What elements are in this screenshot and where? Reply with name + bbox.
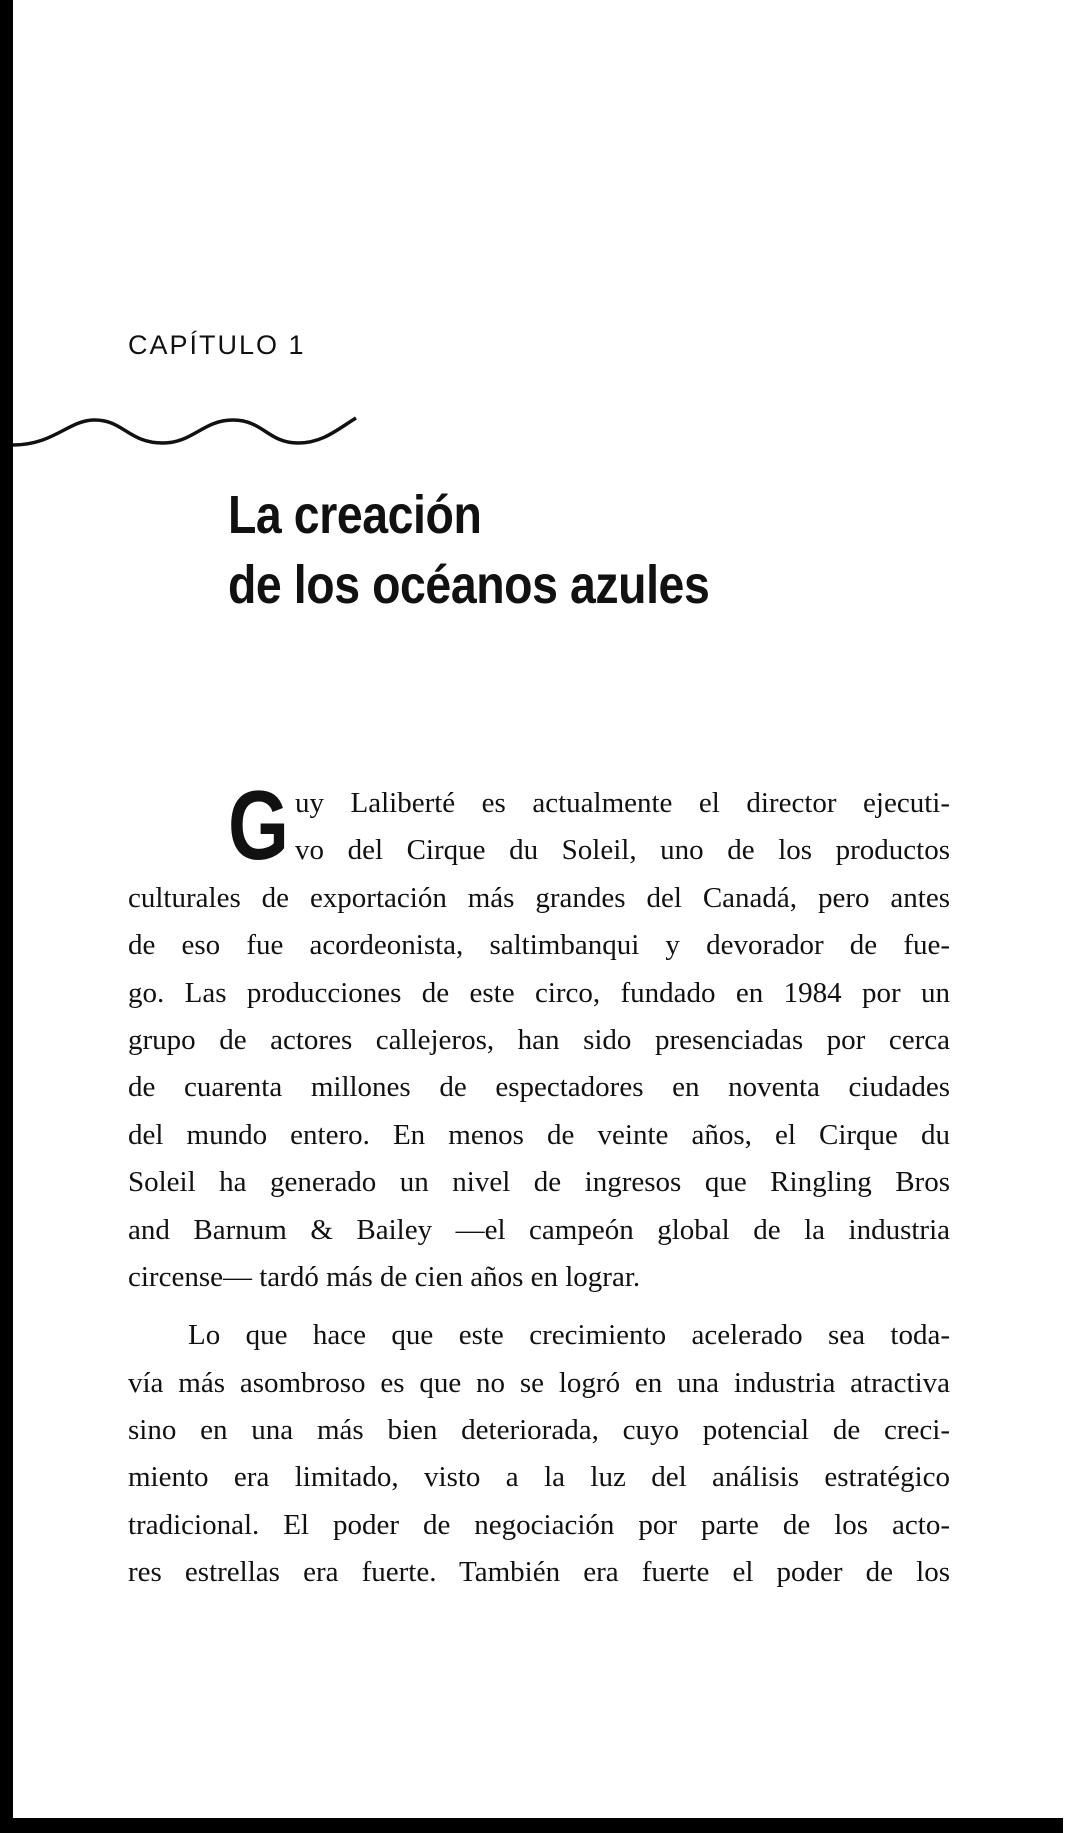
text-line: grupo de actores callejeros, han sido presenciadas por cerca [128, 1023, 950, 1056]
paragraph-2 [128, 1312, 950, 1596]
text-line: vo del Cirque du Soleil, uno de los productos [295, 834, 950, 867]
text-line: res estrellas era fuerte. También era fuerte el poder de los [128, 1556, 950, 1589]
text-line: de eso fue acordeonista, saltimbanqui y devorador de fue- [128, 929, 950, 962]
chapter-title-line-1: La creación [228, 485, 482, 545]
chapter-label: CAPÍTULO 1 [128, 330, 306, 360]
text-line: sino en una más bien deteriorada, cuyo potencial de creci- [128, 1414, 950, 1447]
wave-ornament [13, 415, 358, 455]
text-line: del mundo entero. En menos de veinte años, el Cirque du [128, 1118, 950, 1151]
text-line: Soleil ha generado un nivel de ingresos que Ringling Bros [128, 1166, 950, 1199]
drop-cap: G [228, 770, 289, 880]
scan-border-left [0, 0, 13, 1833]
body-text [128, 770, 950, 1597]
text-line: culturales de exportación más grandes del Canadá, pero antes [128, 881, 950, 914]
text-line: miento era limitado, visto a la luz del análisis estratégico [128, 1461, 950, 1494]
text-line: uy Laliberté es actualmente el director ejecuti- [295, 787, 950, 819]
text-line: vía más asombroso es que no se logró en una industria atractiva [128, 1366, 950, 1399]
chapter-title-line-2: de los océanos azules [228, 555, 710, 615]
chapter-title [228, 480, 709, 620]
text-line: go. Las producciones de este circo, fundado en 1984 por un [128, 976, 950, 1009]
text-line: tradicional. El poder de negociación por parte de los acto- [128, 1508, 950, 1541]
text-line: and Barnum & Bailey —el campeón global de la industria [128, 1213, 950, 1246]
text-line: circense— tardó más de cien años en lograr. [128, 1260, 641, 1293]
text-line: de cuarenta millones de espectadores en noventa ciudades [128, 1071, 950, 1104]
scan-border-bottom [0, 1818, 1063, 1833]
text-line: Lo que hace que este crecimiento acelerado sea toda- [188, 1319, 950, 1352]
